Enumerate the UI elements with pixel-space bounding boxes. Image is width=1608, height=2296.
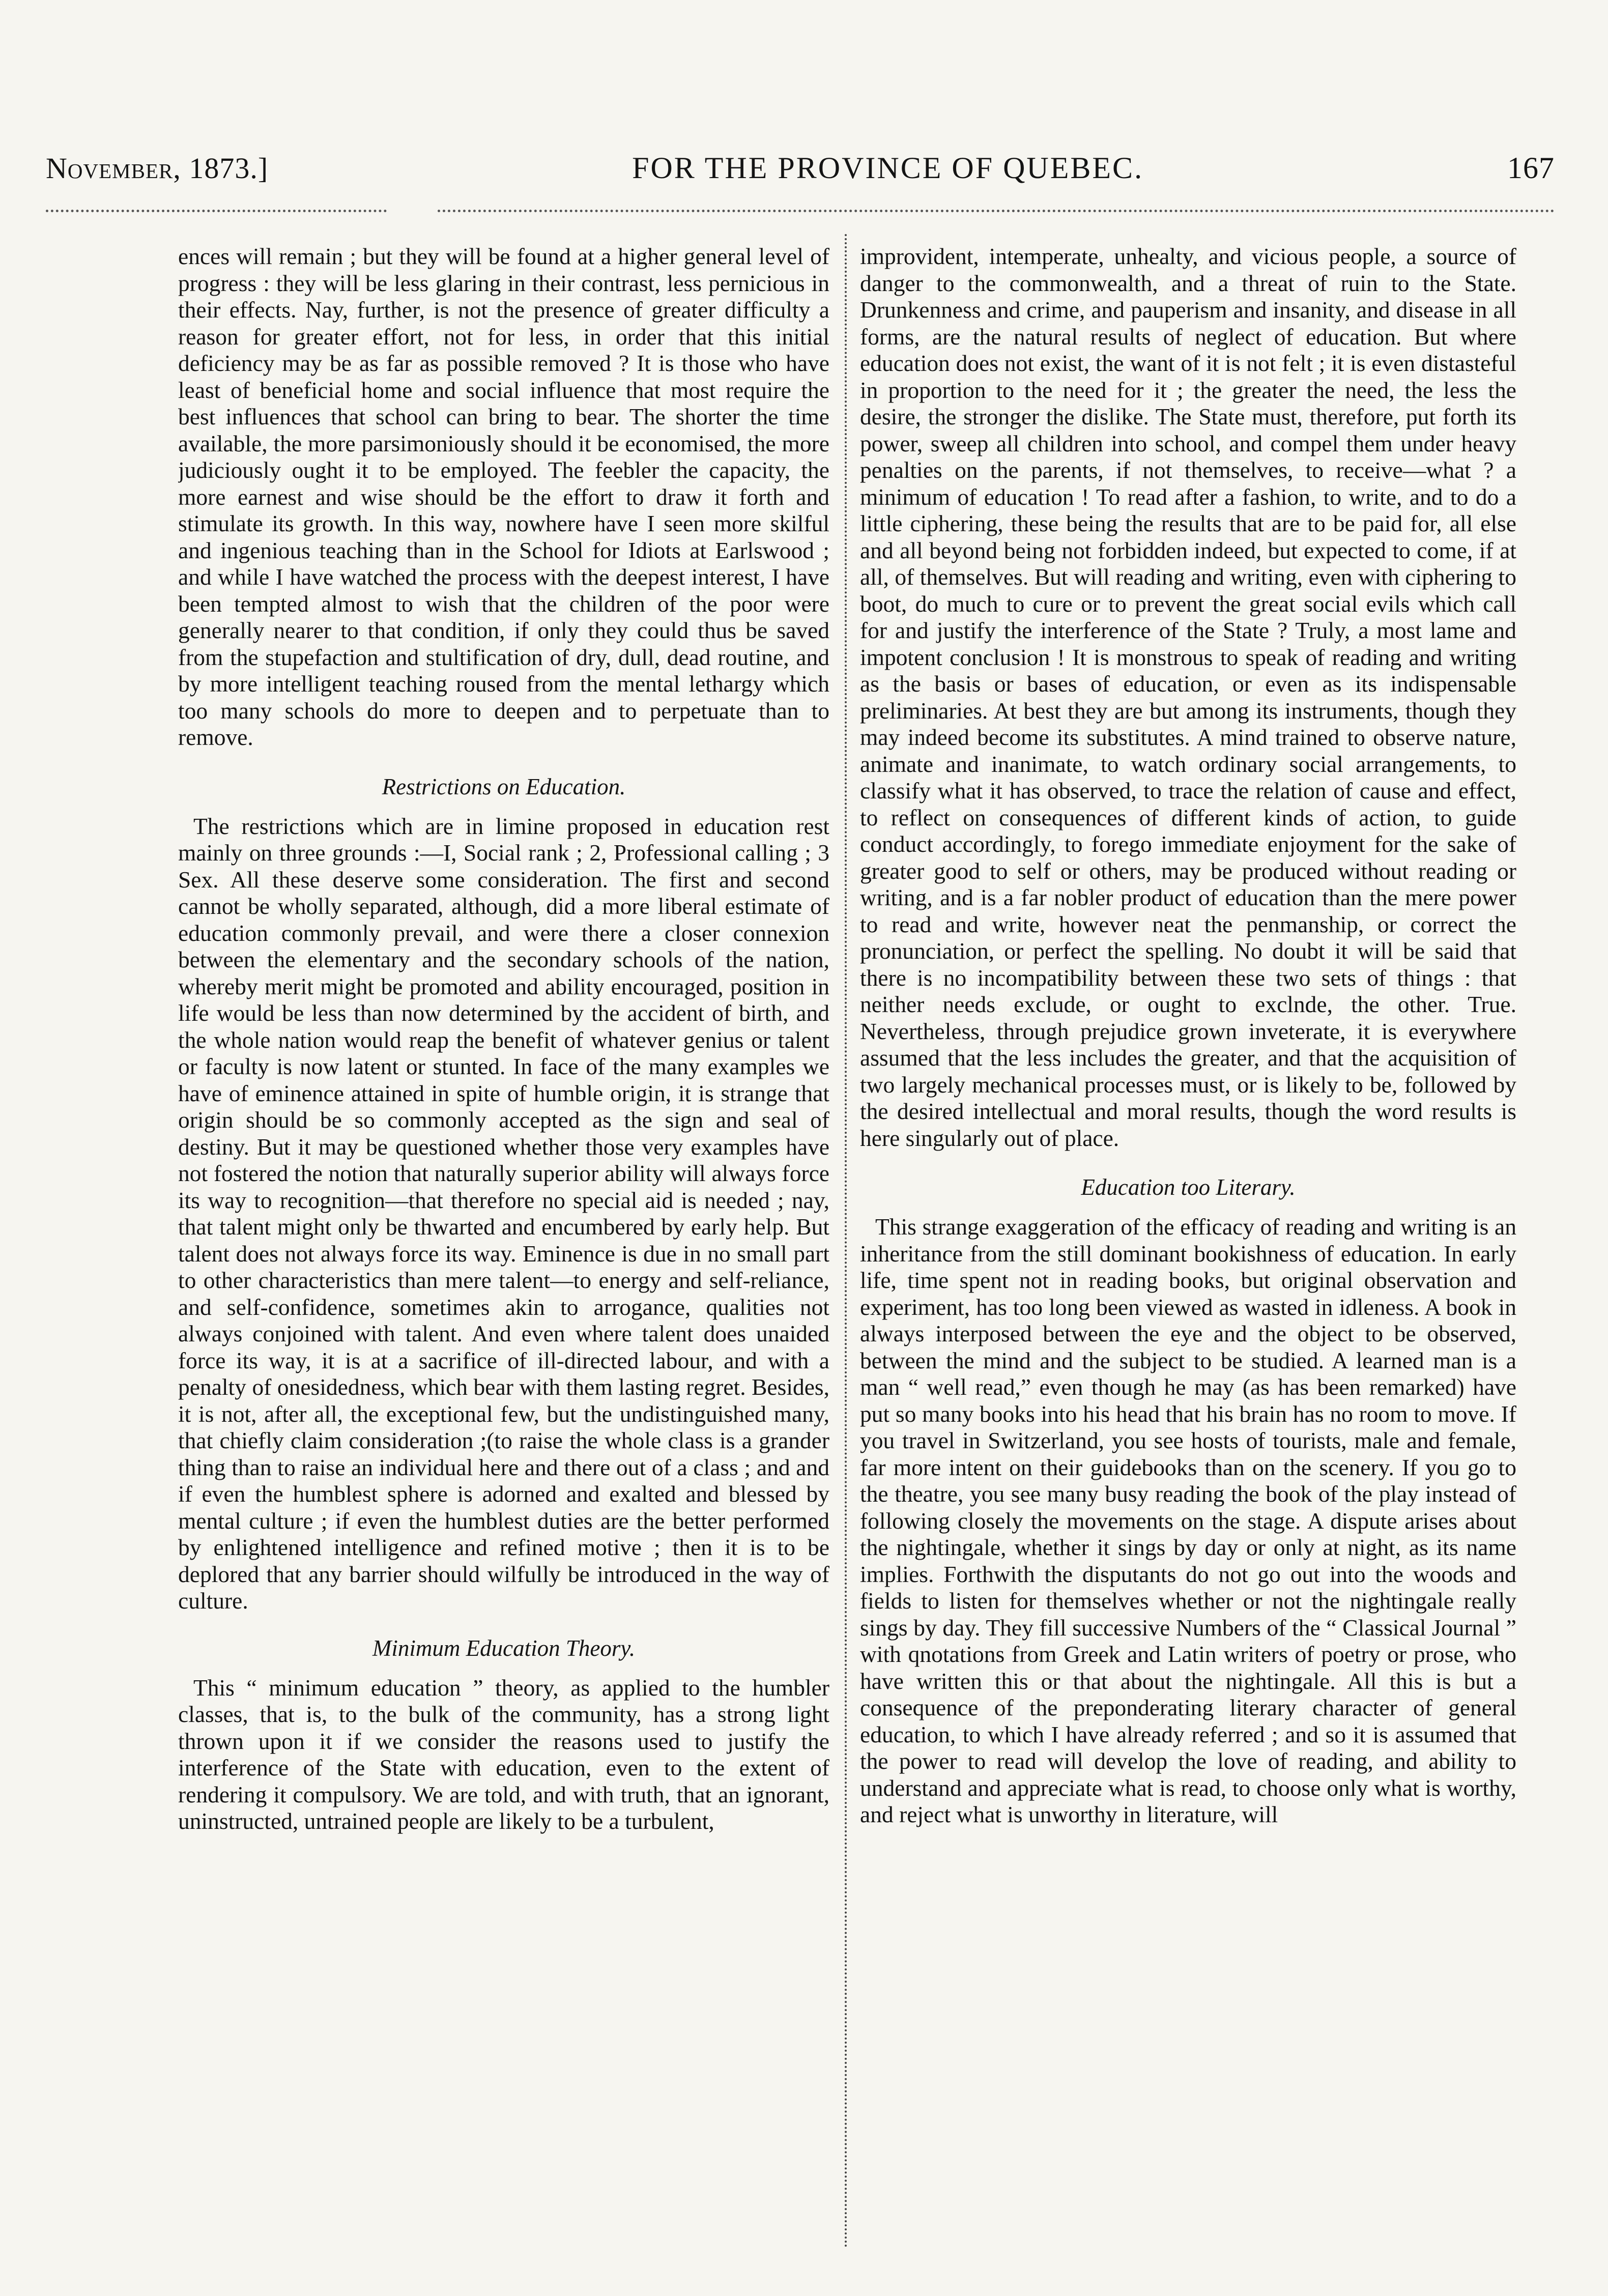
body-paragraph: ences will remain ; but they will be found at a higher general level of progress : they will be less glaring in their contrast, less pernicious in their effects. Nay, further, is not the presence of greater difficulty a reason for greater effort, not for less, in order that this initial deficiency may be as far as possible removed ? It is those who have least of beneficial home and social influence that most require the best influences that school can bring to bear. The shorter the time available, the more parsimoniously should it be economised, the more judiciously ought it to be employed. The feebler the capacity, the more earnest and wise should be the effort to draw it forth and stimulate its growth. In this way, nowhere have I seen more skilful and ingenious teaching than in the School for Idiots at Earlswood ; and while I have watched the process with the deepest interest, I have been tempted almost to wish that the children of the poor were generally nearer to that condition, if only they could thus be saved from the stupefaction and stultification of dry, dull, dead routine, and by more intelligent teaching roused from the mental lethargy which too many schools do more to deepen and to perpetuate than to remove. [178, 243, 829, 750]
left-column [178, 243, 829, 2258]
body-paragraph: improvident, intemperate, unhealty, and vicious people, a source of danger to the commonwealth, and a threat of ruin to the State. Drunkenness and crime, and pauperism and insanity, and disease in all forms, are the natural results of neglect of education. But where education does not exist, the want of it is not felt ; it is even distasteful in proportion to the need for it ; the greater the need, the less the desire, the stronger the dislike. The State must, therefore, put forth its power, sweep all children into school, and compel them under heavy penalties on the parents, if not themselves, to receive—what ? a minimum of education ! To read after a fashion, to write, and to do a little ciphering, these being the results that are to be paid for, all else and all beyond being not forbidden indeed, but expected to come, if at all, of themselves. But will reading and writing, even with ciphering to boot, do much to cure or to prevent the great social evils which call for and justify the interference of the State ? Truly, a most lame and impotent conclusion ! It is monstrous to speak of reading and writing as the basis or bases of education, or even as its indispensable preliminaries. At best they are but among its instruments, though they may indeed become its substitutes. A mind trained to observe nature, animate and inanimate, to watch ordinary social arrangements, to classify what it has observed, to trace the relation of cause and effect, to reflect on consequences of different kinds of action, to guide conduct accordingly, to forego immediate enjoyment for the sake of greater good to self or others, may be produced without reading or writing, and is a far nobler product of education than the mere power to read and write, however neat the penmanship, or correct the pronunciation, or perfect the spelling. No doubt it will be said that there is no incompatibility between these two sets of things : that neither needs exclude, or ought to exclnde, the other. True. Nevertheless, through prejudice grown inveterate, it is everywhere assumed that the less includes the greater, and that the acquisition of two largely mechanical processes must, or is likely to be, followed by the desired intellectual and moral results, though the word results is here singularly out of place. [860, 243, 1516, 1151]
section-heading: Restrictions on Education. [382, 773, 626, 799]
journal-title: FOR THE PROVINCE OF QUEBEC. [632, 151, 1144, 185]
header-rule-right [438, 210, 1555, 212]
header-rule-left [46, 210, 387, 212]
issue-date: November, 1873.] [46, 152, 269, 185]
page-number: 167 [1507, 151, 1555, 185]
running-header [46, 151, 1555, 191]
right-column [860, 243, 1516, 2258]
section-heading: Education too Literary. [1081, 1174, 1296, 1200]
body-paragraph: The restrictions which are in limine proposed in education rest mainly on three grounds :—I, Social rank ; 2, Professional calling ; 3 Sex. All these deserve some consideration. The first and second cannot be wholly separated, although, did a more liberal estimate of education commonly prevail, and were there a closer connexion between the elementary and the secondary schools of the nation, whereby merit might be promoted and ability encouraged, position in life would be less than now determined by the accident of birth, and the whole nation would reap the benefit of whatever genius or talent or faculty is now latent or stunted. In face of the many examples we have of eminence attained in spite of humble origin, it is strange that origin should be so commonly accepted as the sign and seal of destiny. But it may be questioned whether those very examples have not fostered the notion that naturally superior ability will always force its way to recognition—that therefore no special aid is needed ; nay, that talent might only be thwarted and encumbered by early help. But talent does not always force its way. Eminence is due in no small part to other characteristics than mere talent—to energy and self-reliance, and self-confidence, sometimes akin to arrogance, qualities not always conjoined with talent. And even where talent does unaided force its way, it is at a sacrifice of ill-directed labour, and with a penalty of onesidedness, which bear with them lasting regret. Besides, it is not, after all, the exceptional few, but the undistinguished many, that chiefly claim consideration ;(to raise the whole class is a grander thing than to raise an individual here and there out of a class ; and and if even the humblest sphere is adorned and exalted and blessed by mental culture ; if even the humblest duties are the better performed by enlightened intelligence and refined motive ; then it is to be deplored that any barrier should wilfully be introduced in the way of culture. [178, 813, 829, 1614]
section-heading: Minimum Education Theory. [372, 1635, 636, 1661]
body-paragraph: This “ minimum education ” theory, as applied to the humbler classes, that is, to the bulk of the community, has a strong light thrown upon it if we consider the reasons used to justify the interference of the State with education, even to the extent of rendering it compulsory. We are told, and with truth, that an ignorant, uninstructed, untrained people are likely to be a turbulent, [178, 1674, 829, 1834]
column-divider [845, 234, 847, 2249]
body-paragraph: This strange exaggeration of the efficacy of reading and writing is an inheritance from the still dominant bookishness of education. In early life, time spent not in reading books, but original observation and experiment, has too long been viewed as wasted in idleness. A book in always interposed between the eye and the object to be observed, between the mind and the subject to be studied. A learned man is a man “ well read,” even though he may (as has been remarked) have put so many books into his head that his brain has no room to move. If you travel in Switzerland, you see hosts of tourists, male and female, far more intent on their guidebooks than on the scenery. If you go to the theatre, you see many busy reading the book of the play instead of following closely the movements on the stage. A dispute arises about the nightingale, whether it sings by day or only at night, as its name implies. Forthwith the disputants do not go out into the woods and fields to listen for themselves whether or not the nightingale really sings by day. They fill successive Numbers of the “ Classical Journal ” with qnotations from Greek and Latin writers of poetry or prose, who have written this or that about the nightingale. All this is but a consequence of the preponderating literary character of general education, to which I have already referred ; and so it is assumed that the power to read will develop the love of reading, and ability to understand and appreciate what is read, to choose only what is worthy, and reject what is unworthy in literature, will [860, 1214, 1516, 1827]
